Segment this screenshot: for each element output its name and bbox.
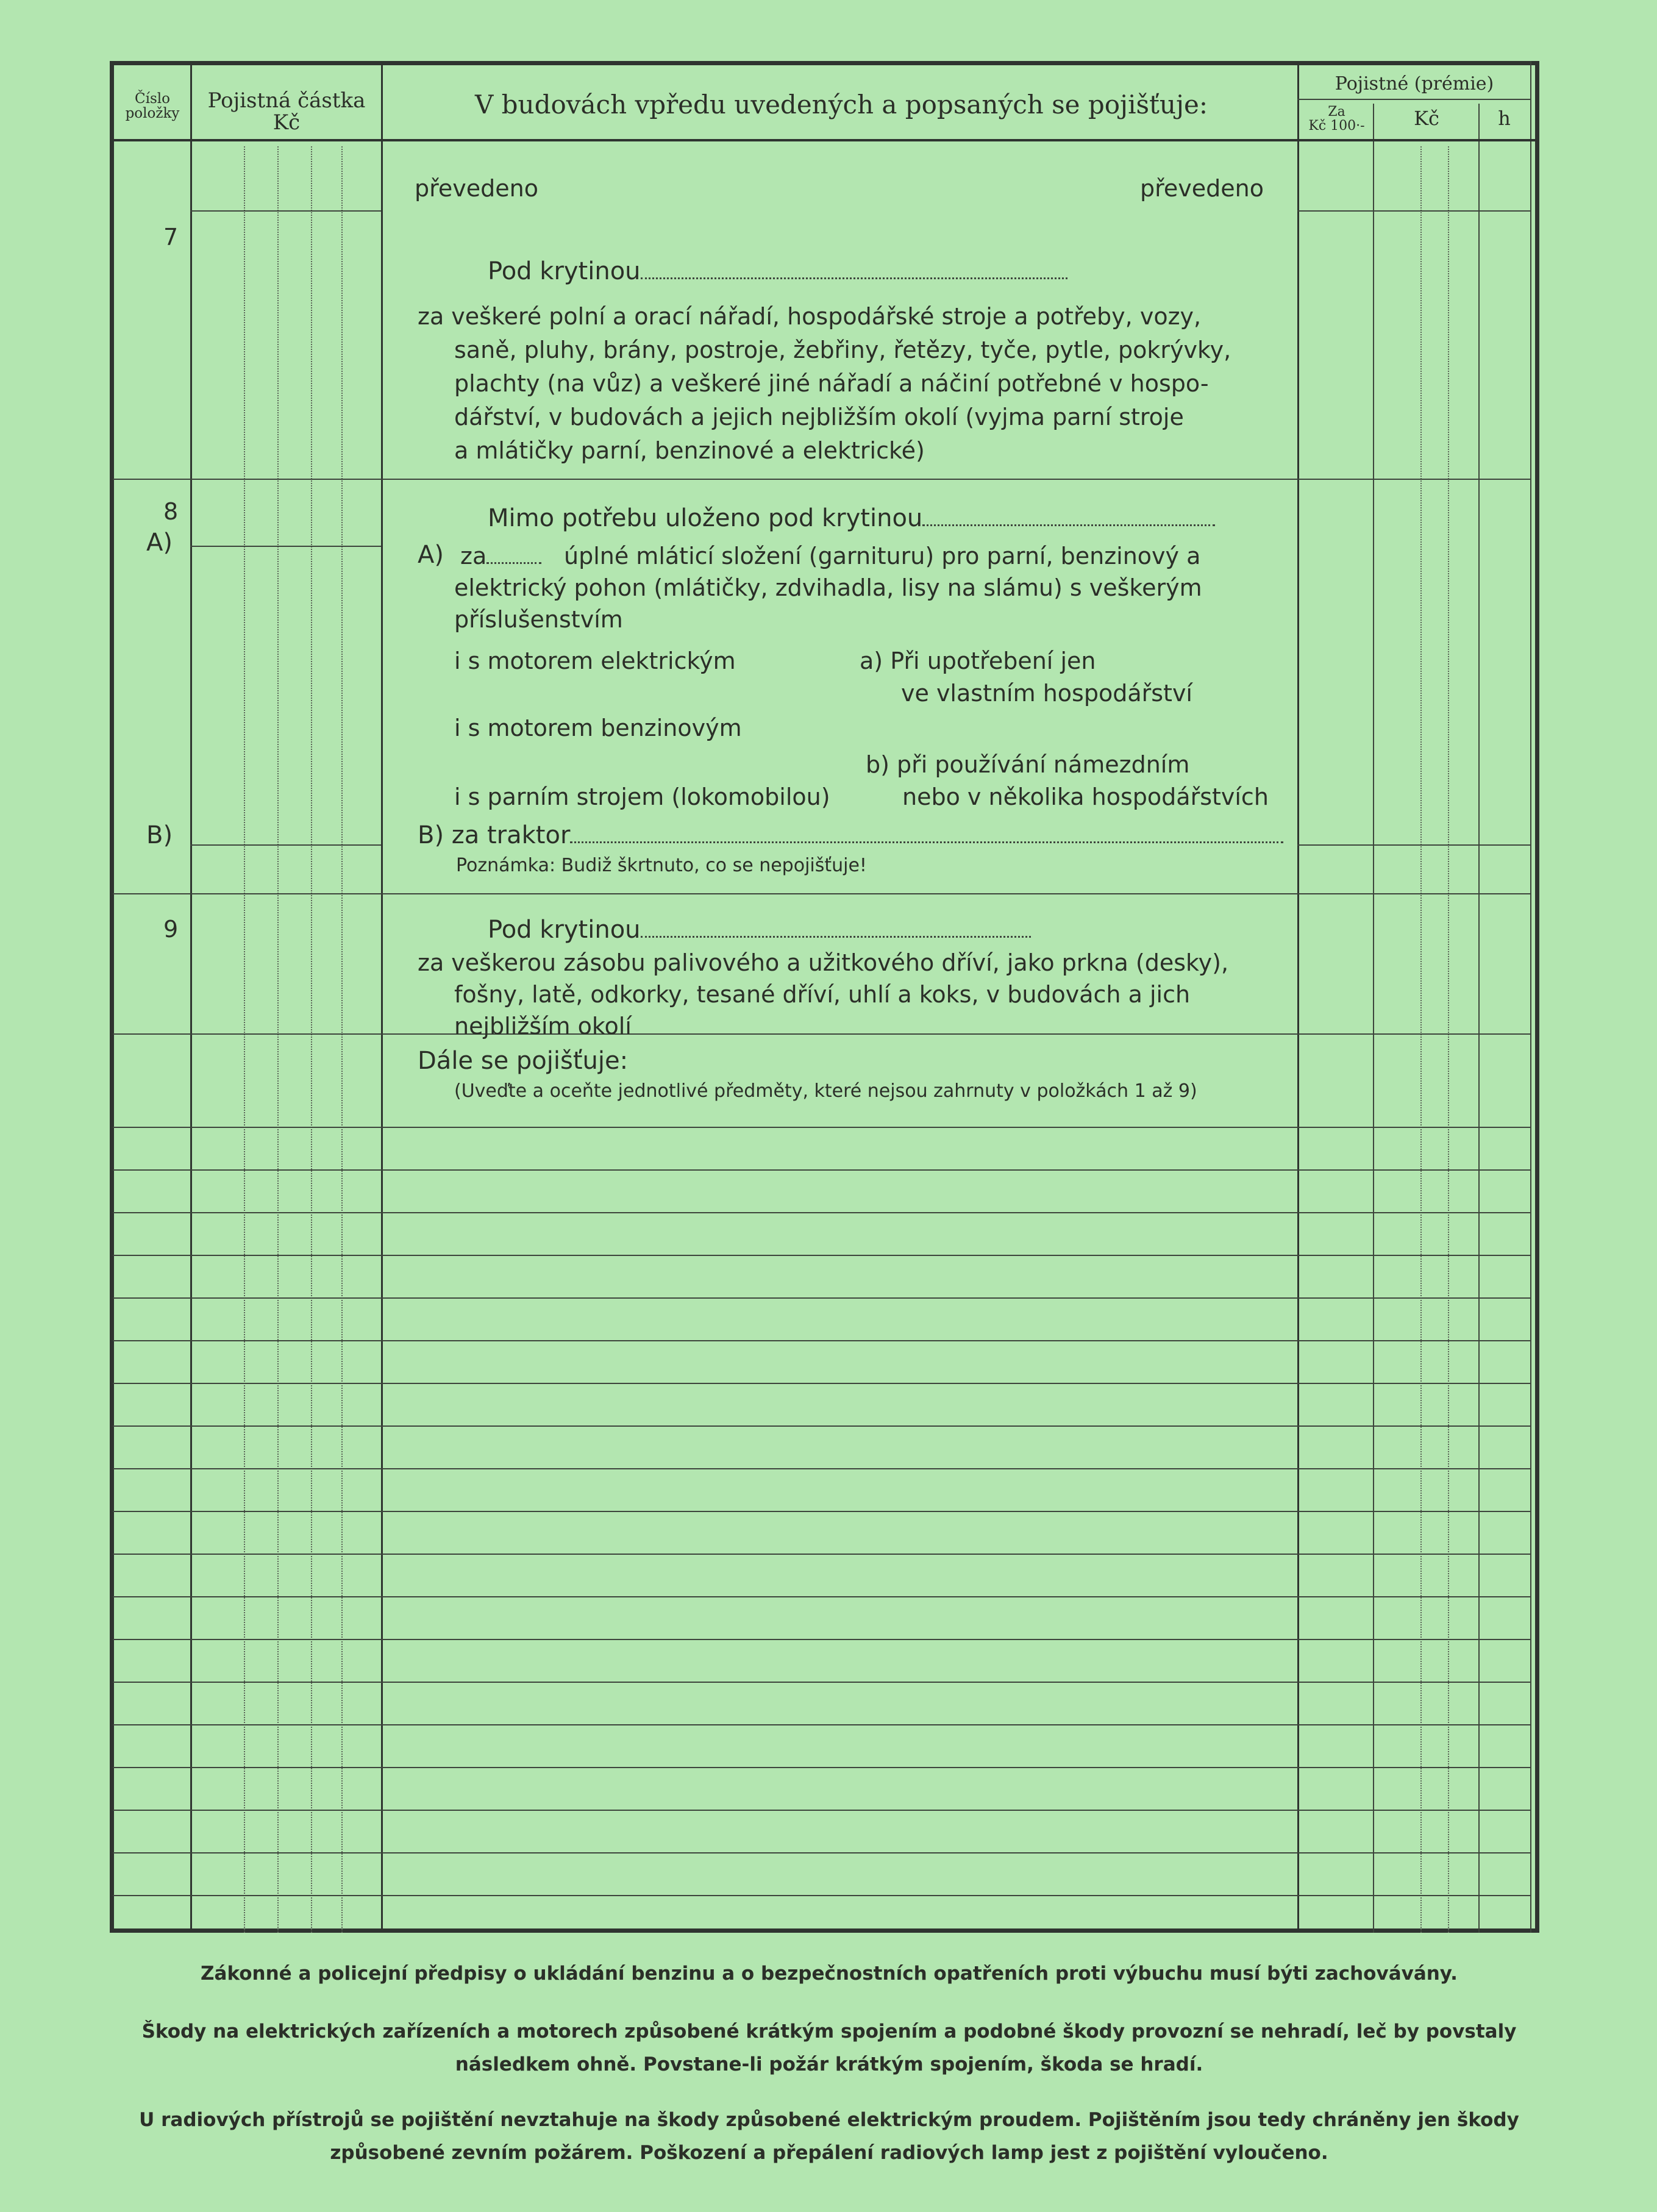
option-a-line-2: ve vlastním hospodářství xyxy=(901,680,1192,707)
row-line xyxy=(190,546,381,547)
writing-line[interactable] xyxy=(113,1297,1530,1299)
premium-dotted-line xyxy=(1448,146,1449,1933)
prevedeno-right: převedeno xyxy=(1140,175,1264,202)
col-sep-5 xyxy=(1478,104,1480,1933)
footer-note-radio: U radiových přístrojů se pojištění nevztahuje na škody způsobené elektrickým proudem. Pojištěním jsou tedy chráněny jen škody způsobené zevním požárem. Poškození a přepálení radiových lamp jest z pojištění vyloučeno. xyxy=(139,2109,1519,2164)
writing-line[interactable] xyxy=(113,1767,1530,1768)
header-castka: Pojistná částka Kč xyxy=(207,88,366,135)
col-sep-1 xyxy=(190,61,192,1933)
item-7-line-5: a mlátičky parní, benzinové a elektrické) xyxy=(454,437,925,464)
writing-line[interactable] xyxy=(113,1554,1530,1555)
item-8a-label: A) xyxy=(418,541,444,569)
writing-line[interactable] xyxy=(113,1169,1530,1171)
writing-line[interactable] xyxy=(113,1596,1530,1597)
item-8a-line-2: elektrický pohon (mlátičky, zdvihadla, lisy na slámu) s veškerým xyxy=(454,574,1202,601)
header-za: Za Kč 100·- xyxy=(1308,104,1365,134)
writing-line[interactable] xyxy=(113,1127,1530,1128)
header-premie-divider xyxy=(1297,99,1530,100)
item-9-title: Pod krytinou xyxy=(488,918,1031,942)
writing-line[interactable] xyxy=(113,1724,1530,1725)
poznamka: Poznámka: Budiž škrtnuto, co se nepojišťuje! xyxy=(456,855,867,876)
header-kc: Kč xyxy=(1414,107,1439,130)
writing-line[interactable] xyxy=(113,1383,1530,1384)
writing-line[interactable] xyxy=(113,1810,1530,1811)
item-8-title: Mimo potřebu uloženo pod krytinou xyxy=(488,506,1215,530)
writing-line[interactable] xyxy=(113,1682,1530,1683)
writing-line[interactable] xyxy=(113,1212,1530,1213)
motor-benz: i s motorem benzinovým xyxy=(454,715,742,741)
header-premie: Pojistné (prémie) xyxy=(1335,73,1494,95)
header-h: h xyxy=(1498,107,1511,130)
row-line xyxy=(190,210,381,212)
writing-line[interactable] xyxy=(113,1895,1530,1896)
item-8a-za: za xyxy=(460,544,541,568)
item-8b-label: B) za traktor xyxy=(418,823,1283,847)
option-b-line-2: nebo v několika hospodářstvích xyxy=(902,783,1269,810)
item-7-line-1: za veškeré polní a orací nářadí, hospodářské stroje a potřeby, vozy, xyxy=(418,303,1202,330)
writing-line[interactable] xyxy=(113,1852,1530,1853)
writing-line[interactable] xyxy=(113,1425,1530,1427)
row-line xyxy=(190,844,381,846)
item-9-line-3: nejbližším okolí xyxy=(454,1013,632,1040)
amount-dotted-line xyxy=(277,146,279,1933)
row-line xyxy=(113,1033,1530,1035)
item-7-line-2: saně, pluhy, brány, postroje, žebřiny, řetězy, tyče, pytle, pokrývky, xyxy=(454,337,1231,363)
item-8a-line-3: příslušenstvím xyxy=(454,606,623,633)
writing-line[interactable] xyxy=(113,1511,1530,1512)
prevedeno-left: převedeno xyxy=(415,175,538,202)
item-8a-line-1: úplné mláticí složení (garnituru) pro parní, benzinový a xyxy=(564,543,1201,569)
dale-label: Dále se pojišťuje: xyxy=(418,1047,629,1075)
amount-dotted-line xyxy=(244,146,245,1933)
item-7-line-4: dářství, v budovách a jejich nejbližším okolí (vyjma parní stroje xyxy=(454,404,1184,430)
motor-el: i s motorem elektrickým xyxy=(454,648,736,674)
amount-dotted-line xyxy=(341,146,343,1933)
item-8-number: 8 xyxy=(163,498,179,525)
item-9-line-2: fošny, latě, odkorky, tesané dříví, uhlí a koks, v budovách a jich xyxy=(454,981,1191,1008)
header-main: V budovách vpředu uvedených a popsaných se pojišťuje: xyxy=(474,90,1208,120)
header-cislo: Číslo položky xyxy=(125,91,180,122)
item-7-number: 7 xyxy=(163,224,179,251)
dale-note: (Uveďte a oceňte jednotlivé předměty, které nejsou zahrnuty v položkách 1 až 9) xyxy=(454,1080,1197,1102)
row-line xyxy=(1297,210,1530,212)
item-8b-marker: B) xyxy=(146,821,173,849)
row-line xyxy=(113,479,1530,480)
premium-dotted-line xyxy=(1420,146,1422,1933)
item-9-line-1: za veškerou zásobu palivového a užitkového dříví, jako prkna (desky), xyxy=(418,949,1229,976)
item-8a-marker: A) xyxy=(146,529,173,557)
writing-line[interactable] xyxy=(113,1639,1530,1640)
option-b-line-1: b) při používání námezdním xyxy=(866,751,1190,778)
col-sep-2 xyxy=(381,61,383,1933)
motor-parni: i s parním strojem (lokomobilou) xyxy=(454,783,830,810)
col-sep-6 xyxy=(1530,61,1531,1933)
item-7-line-3: plachty (na vůz) a veškeré jiné nářadí a náčiní potřebné v hospo- xyxy=(454,370,1209,397)
col-sep-3 xyxy=(1297,61,1299,1933)
item-7-title: Pod krytinou xyxy=(488,259,1067,284)
writing-line[interactable] xyxy=(113,1468,1530,1469)
writing-line[interactable] xyxy=(113,1255,1530,1256)
header-divider xyxy=(113,139,1536,141)
amount-dotted-line xyxy=(311,146,312,1933)
row-line xyxy=(113,893,1530,894)
col-sep-4 xyxy=(1373,104,1374,1933)
footer-note-elektro: Škody na elektrických zařízeních a motorech způsobené krátkým spojením a podobné škody provozní se nehradí, leč by povstaly následkem ohně. Povstane-li požár krátkým spojením, škoda se hradí. xyxy=(141,2021,1517,2076)
row-line xyxy=(1297,844,1530,846)
footer-note-benzin: Zákonné a policejní předpisy o ukládání benzinu a o bezpečnostních opatřeních proti výbuchu musí býti zachovávány. xyxy=(201,1963,1458,1985)
writing-line[interactable] xyxy=(113,1340,1530,1341)
item-9-number: 9 xyxy=(163,916,179,943)
option-a-line-1: a) Při upotřebení jen xyxy=(860,648,1096,674)
